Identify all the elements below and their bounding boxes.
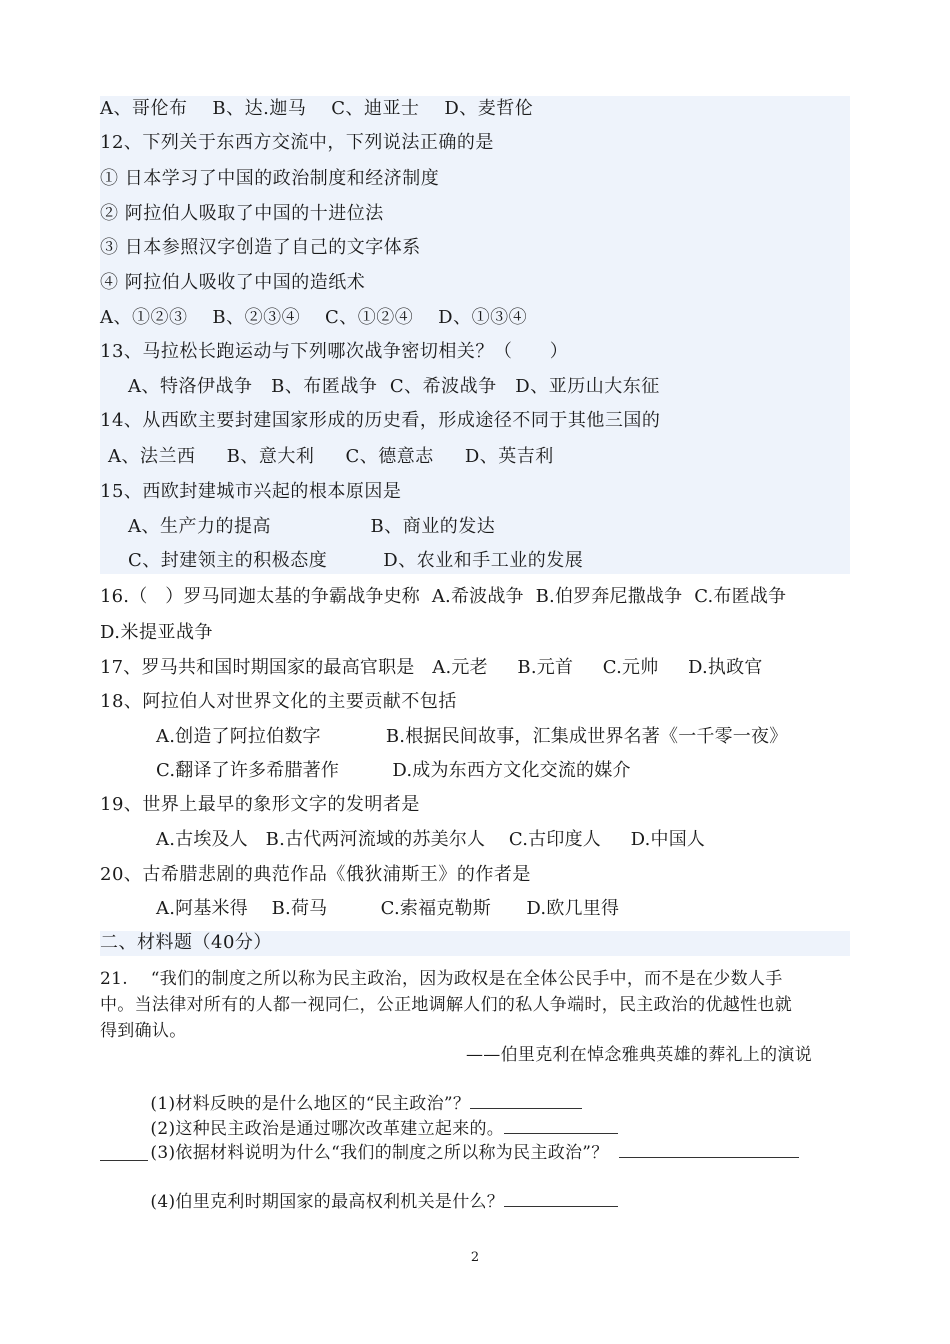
q21-quote-line1: 21. “我们的制度之所以称为民主政治，因为政权是在全体公民手中，而不是在少数人手 — [100, 969, 783, 989]
q21-source: ——伯里克利在悼念雅典英雄的葬礼上的演说 — [466, 1045, 812, 1065]
q12-statement-4: ④ 阿拉伯人吸收了中国的造纸术 — [100, 272, 366, 293]
q19-stem: 19、世界上最早的象形文字的发明者是 — [100, 794, 420, 815]
q21-sub4-blank[interactable] — [504, 1190, 618, 1207]
q17: 17、罗马共和国时期国家的最高官职是 A.元老 B.元首 C.元帅 D.执政官 — [100, 657, 763, 678]
q21-quote-line3: 得到确认。 — [100, 1021, 187, 1041]
q16-line2: D.米提亚战争 — [100, 622, 214, 643]
q16-line1: 16.（ ）罗马同迦太基的争霸战争史称 A.希波战争 B.伯罗奔尼撒战争 C.布匿战争 — [100, 586, 787, 607]
page-number: 2 — [470, 1250, 480, 1265]
q20-stem: 20、古希腊悲剧的典范作品《俄狄浦斯王》的作者是 — [100, 864, 531, 885]
q18-options-row2: C.翻译了许多希腊著作 D.成为东西方文化交流的媒介 — [156, 760, 631, 781]
q14-stem: 14、从西欧主要封建国家形成的历史看，形成途径不同于其他三国的 — [100, 410, 661, 431]
q18-options-row1: A.创造了阿拉伯数字 B.根据民间故事，汇集成世界名著《一千零一夜》 — [156, 726, 788, 747]
q15-stem: 15、西欧封建城市兴起的根本原因是 — [100, 481, 402, 502]
q21-sub3 — [139, 1117, 799, 1165]
q13-options: A、特洛伊战争 B、布匿战争 C、希波战争 D、亚历山大东征 — [128, 376, 660, 397]
q21-sub3-blank-continued[interactable] — [100, 1144, 148, 1161]
q12-options: A、①②③ B、②③④ C、①②④ D、①③④ — [100, 307, 528, 328]
q20-options: A.阿基米得 B.荷马 C.索福克勒斯 D.欧几里得 — [156, 898, 620, 919]
q12-statement-3: ③ 日本参照汉字创造了自己的文字体系 — [100, 237, 421, 258]
q21-sub1-text: (1)材料反映的是什么地区的“民主政治”？ — [150, 1094, 471, 1114]
section-2-heading: 二、材料题（40分） — [100, 932, 272, 953]
q21-sub2-text: (2)这种民主政治是通过哪次改革建立起来的。 — [150, 1119, 505, 1139]
q11-options: A、哥伦布 B、达.迦马 C、迪亚士 D、麦哲伦 — [100, 98, 534, 119]
q12-statement-1: ① 日本学习了中国的政治制度和经济制度 — [100, 168, 440, 189]
q12-statement-2: ② 阿拉伯人吸取了中国的十进位法 — [100, 203, 384, 224]
q13-stem: 13、马拉松长跑运动与下列哪次战争密切相关？（ ） — [100, 341, 569, 362]
q21-sub3-blank[interactable] — [619, 1141, 799, 1158]
q12-stem: 12、下列关于东西方交流中，下列说法正确的是 — [100, 132, 494, 153]
q15-options-row2: C、封建领主的积极态度 D、农业和手工业的发展 — [128, 550, 584, 571]
q18-stem: 18、阿拉伯人对世界文化的主要贡献不包括 — [100, 691, 457, 712]
q14-options: A、法兰西 B、意大利 C、德意志 D、英吉利 — [108, 446, 554, 467]
q19-options: A.古埃及人 B.古代两河流域的苏美尔人 C.古印度人 D.中国人 — [156, 829, 706, 850]
q21-quote-line2: 中。当法律对所有的人都一视同仁，公正地调解人们的私人争端时，民主政治的优越性也就 — [100, 995, 792, 1015]
q21-sub4-text: (4)伯里克利时期国家的最高权利机关是什么？ — [150, 1192, 505, 1212]
q15-options-row1: A、生产力的提高 B、商业的发达 — [128, 516, 496, 537]
q21-sub4 — [139, 1166, 618, 1214]
q21-sub3-text: (3)依据材料说明为什么“我们的制度之所以称为民主政治”？ — [150, 1143, 609, 1163]
